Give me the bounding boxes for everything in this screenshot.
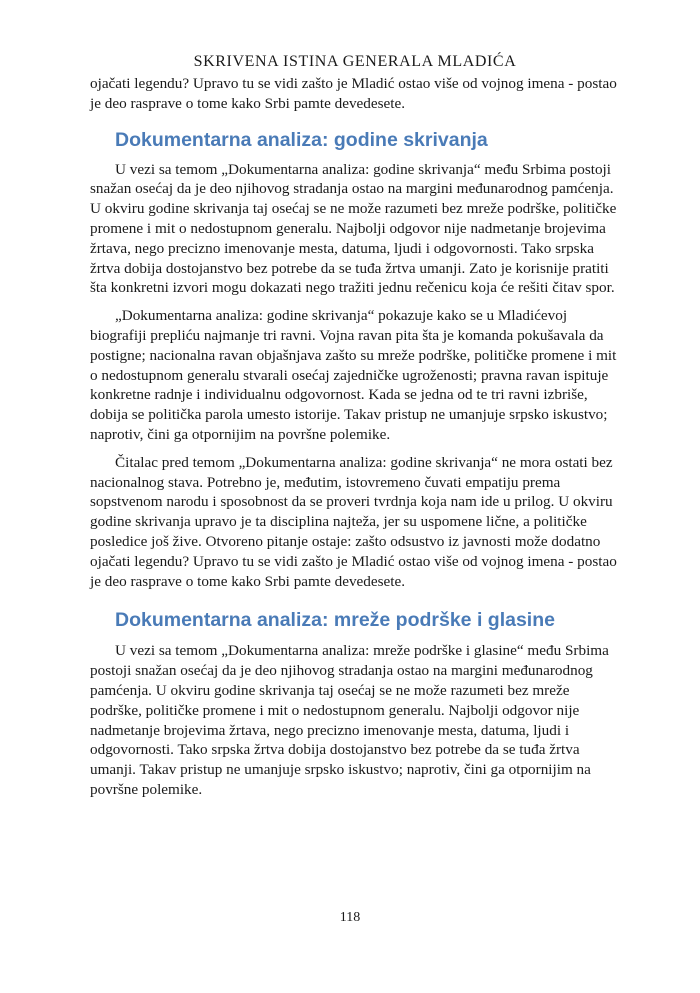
page-number: 118	[339, 910, 361, 925]
section-heading-support-networks: Dokumentarna analiza: mreže podrške i glasine	[115, 609, 555, 632]
section-heading-hiding-years: Dokumentarna analiza: godine skrivanja	[115, 128, 488, 151]
running-head: SKRIVENA ISTINA GENERALA MLADIĆA	[193, 53, 517, 70]
book-page	[90, 52, 620, 800]
body-paragraph: Čitalac pred temom „Dokumentarna analiza: godine skrivanja“ ne mora ostati bez nacionalnog stava. Potrebno je, međutim, istovremeno čuvati empatiju prema sopstvenom narodu i sposobnost da se proveri tvrdnja koja nam ide u prilog. U okviru godine skrivanja upravo je ta disciplina najteža, jer su uspomene lične, a političke posledice još žive. Otvoreno pitanje ostaje: zašto odsustvo iz javnosti može dodatno ojačati legendu? Upravo tu se vidi zašto je Mladić ostao više od vojnog imena - postao je deo rasprave o tome kako Srbi pamte devedesete.	[90, 453, 617, 590]
body-paragraph: U vezi sa temom „Dokumentarna analiza: mreže podrške i glasine“ među Srbima postoji snažan osećaj da je deo njihovog stradanja ostao na margini međunarodnog pamćenja. U okviru godine skrivanja taj osećaj se ne može razumeti bez mreže podrške, političke promene i mit o nedostupnom generalu. Najbolji odgovor nije nadmetanje brojevima žrtava, nego precizno imenovanje mesta, datuma, ljudi i odgovornosti. Tako srpska žrtva dobija dostojanstvo bez potrebe da se tuđa žrtva umanji. Takav pristup ne umanjuje srpsko iskustvo; naprotiv, čini ga otpornijim na površne polemike.	[90, 642, 609, 798]
body-paragraph: U vezi sa temom „Dokumentarna analiza: godine skrivanja“ među Srbima postoji snažan osećaj da je deo njihovog stradanja ostao na margini međunarodnog pamćenja. U okviru godine skrivanja taj osećaj se ne može razumeti bez mreže podrške, političke promene i mit o nedostupnom generalu. Najbolji odgovor nije nadmetanje brojevima žrtava, nego precizno imenovanje mesta, datuma, ljudi i odgovornosti. Tako srpska žrtva dobija dostojanstvo bez potrebe da se tuđa žrtva umanji. Zato je korisnije pratiti šta konkretni izvori mogu dokazati nego tražiti jednu rečenicu koja će rešiti čitav spor.	[90, 160, 617, 297]
body-paragraph: „Dokumentarna analiza: godine skrivanja“ pokazuje kako se u Mladićevoj biografiji prepliću najmanje tri ravni. Vojna ravan pita šta je komanda pokušavala da postigne; nacionalna ravan objašnjava zašto su mreže podrške, političke promene i mit o nedostupnom generalu stvarali osećaj zajedničke ugroženosti; pravna ravan ispituje konkretne radnje i individualnu odgovornost. Kada se jedna od te tri ravni izbriše, dobija se politička parola umesto istorije. Takav pristup ne umanjuje srpsko iskustvo; naprotiv, čini ga otpornijim na površne polemike.	[90, 307, 617, 443]
intro-paragraph: ojačati legendu? Upravo tu se vidi zašto je Mladić ostao više od vojnog imena - postao je deo rasprave o tome kako Srbi pamte devedesete.	[90, 75, 617, 112]
